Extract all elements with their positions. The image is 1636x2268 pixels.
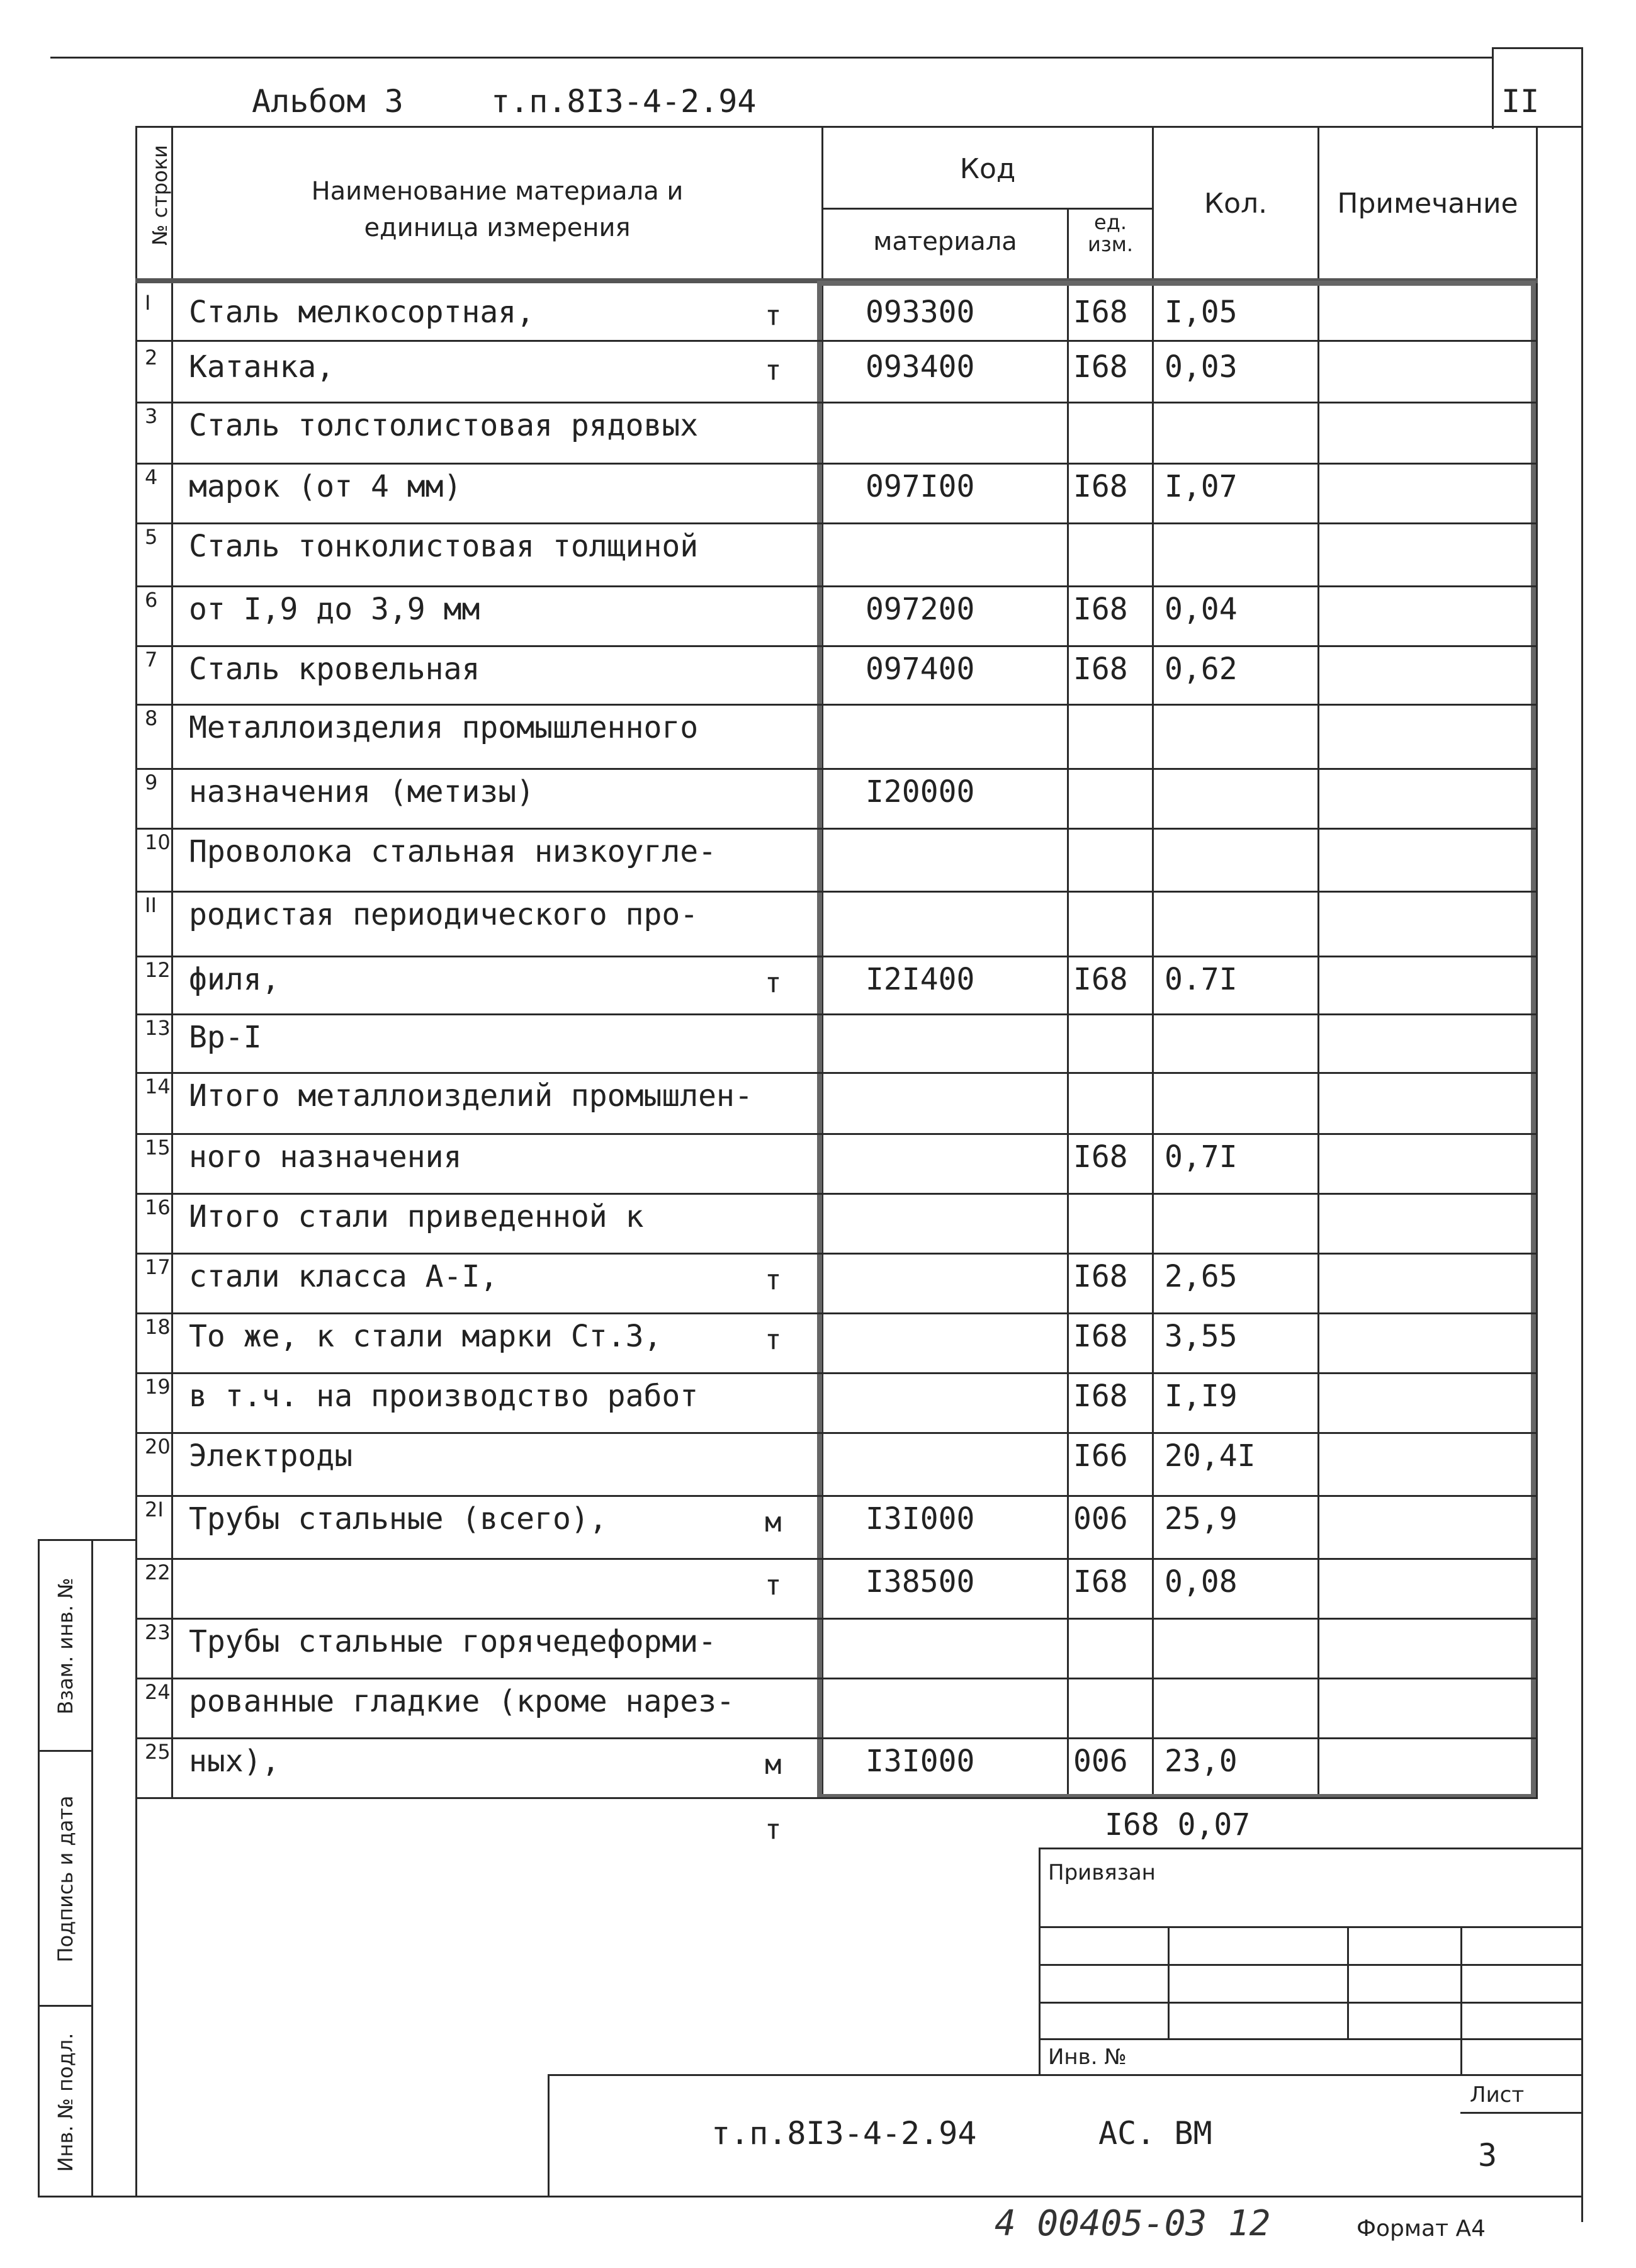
row-quantity: 25,9 <box>1165 1501 1238 1537</box>
row-unit-code: I68 <box>1073 1379 1128 1414</box>
page-box-left <box>1492 47 1494 129</box>
side-strip-left <box>38 1539 40 2197</box>
row-quantity: 3,55 <box>1165 1319 1238 1354</box>
sheet-divider <box>1460 2112 1583 2114</box>
row-unit-code: I66 <box>1073 1438 1128 1474</box>
row-name: Сталь тонколистовая толщиной <box>189 529 699 564</box>
row-line-name <box>173 1558 821 1560</box>
row-number: 7 <box>145 648 158 672</box>
row-number: 16 <box>145 1195 171 1219</box>
row-number: 9 <box>145 770 158 794</box>
row-line-data <box>821 1737 1536 1739</box>
extra-row-value: I68 0,07 <box>1105 1807 1251 1842</box>
row-line-name <box>173 522 821 524</box>
format-label: Формат А4 <box>1357 2216 1486 2242</box>
stamp-line4 <box>1039 2038 1583 2040</box>
row-line-name <box>173 585 821 587</box>
row-quantity: I,05 <box>1165 295 1238 330</box>
row-line-data <box>821 585 1536 587</box>
row-number: 12 <box>145 958 171 982</box>
row-line-data <box>821 1072 1536 1074</box>
header-code: Код <box>959 153 1016 185</box>
row-name: Катанка, <box>189 349 335 385</box>
row-line-name <box>173 1618 821 1620</box>
header-name-line1: Наименование материала и <box>311 177 684 206</box>
row-number: 15 <box>145 1136 171 1159</box>
row-unit-code: I68 <box>1073 469 1128 504</box>
side-strip-div2 <box>38 2005 93 2007</box>
row-name: родистая периодического про- <box>189 897 699 932</box>
row-line-name <box>173 768 821 770</box>
row-unit-code: I68 <box>1073 1319 1128 1354</box>
header-code-unit-2: изм. <box>1087 232 1134 256</box>
stamp-left <box>1039 1848 1041 2074</box>
row-line-data <box>821 340 1536 342</box>
row-line-name <box>173 1678 821 1679</box>
row-line-data <box>821 1618 1536 1620</box>
header-name-line2: единица измерения <box>364 213 631 242</box>
frame-right <box>1581 47 1583 2222</box>
row-line-data <box>821 1253 1536 1255</box>
row-line <box>135 645 173 647</box>
row-name: рованные гладкие (кроме нарез- <box>189 1684 735 1719</box>
row-line-name <box>173 1013 821 1015</box>
row-line-data <box>821 1432 1536 1434</box>
row-material-code: I20000 <box>866 774 975 810</box>
stamp-line1 <box>1039 1926 1583 1928</box>
row-name: Трубы стальные (всего), <box>189 1501 607 1537</box>
row-unit-code: I68 <box>1073 1259 1128 1294</box>
row-quantity: 0,08 <box>1165 1564 1238 1599</box>
row-material-code: I2I400 <box>866 962 975 997</box>
row-line-data <box>821 1013 1536 1015</box>
header-row-number: № строки <box>148 145 172 245</box>
handwritten-note: 4 00405-03 12 <box>995 2203 1271 2244</box>
row-number: 17 <box>145 1255 171 1279</box>
row-line-data <box>821 463 1536 465</box>
row-name: стали класса А-I, <box>189 1259 499 1294</box>
row-name: Сталь кровельная <box>189 652 480 687</box>
row-line-name <box>173 1253 821 1255</box>
col-line-rowno <box>171 126 173 1797</box>
row-quantity: 2,65 <box>1165 1259 1238 1294</box>
col-line-note <box>1536 126 1538 1797</box>
row-name: Проволока стальная низкоугле- <box>189 834 717 869</box>
row-line-data <box>821 891 1536 893</box>
row-line <box>135 1558 173 1560</box>
row-line <box>135 956 173 957</box>
row-number: 6 <box>145 588 158 612</box>
row-material-code: 097200 <box>866 592 975 627</box>
row-number: 20 <box>145 1435 171 1458</box>
header-quantity: Кол. <box>1204 188 1268 220</box>
row-name: Итого металлоизделий промышлен- <box>189 1078 753 1114</box>
row-unit-code: I68 <box>1073 1139 1128 1175</box>
title-doc-code: т.п.8I3-4-2.94 <box>711 2115 977 2152</box>
row-number: 25 <box>145 1740 171 1764</box>
sheet-label: Лист <box>1470 2082 1525 2107</box>
row-line-data <box>821 1312 1536 1314</box>
row-unit: м <box>765 1749 782 1781</box>
row-name: Электроды <box>189 1438 353 1474</box>
header-top-line <box>135 126 1583 128</box>
table-bottom-line <box>135 1797 1538 1799</box>
row-name: Металлоизделия промышленного <box>189 710 699 745</box>
row-unit-code: I68 <box>1073 962 1128 997</box>
row-name: Итого стали приведенной к <box>189 1199 644 1234</box>
row-name: То же, к стали марки Ст.3, <box>189 1319 662 1354</box>
row-line-data <box>821 1678 1536 1679</box>
row-name: Трубы стальные горячедеформи- <box>189 1624 717 1659</box>
stamp-line3 <box>1039 2002 1583 2004</box>
row-unit-code: I68 <box>1073 592 1128 627</box>
extra-row-unit: т <box>765 1814 782 1846</box>
row-line-name <box>173 645 821 647</box>
row-line <box>135 585 173 587</box>
row-unit: т <box>765 1569 782 1601</box>
row-name: от I,9 до 3,9 мм <box>189 592 480 627</box>
row-line-data <box>821 956 1536 957</box>
row-unit: т <box>765 1264 782 1296</box>
row-unit-code: I68 <box>1073 295 1128 330</box>
row-line <box>135 463 173 465</box>
row-number: 8 <box>145 706 158 730</box>
side-strip-bottom <box>38 2196 137 2197</box>
row-line-name <box>173 1495 821 1497</box>
row-line-data <box>821 768 1536 770</box>
row-name: Сталь мелкосортная, <box>189 295 535 330</box>
row-material-code: I38500 <box>866 1564 975 1599</box>
row-name: ных), <box>189 1744 280 1779</box>
row-line-name <box>173 402 821 403</box>
row-line-name <box>173 1193 821 1195</box>
row-line-data <box>821 1133 1536 1135</box>
top-rule <box>50 57 1492 59</box>
row-line <box>135 1372 173 1374</box>
row-material-code: 093400 <box>866 349 975 385</box>
row-quantity: I,07 <box>1165 469 1238 504</box>
row-quantity: 0.7I <box>1165 962 1238 997</box>
row-unit: т <box>765 354 782 386</box>
row-line <box>135 1253 173 1255</box>
row-line <box>135 1013 173 1015</box>
title-block-top <box>548 2074 1583 2076</box>
stamp-vline3 <box>1460 1926 1462 2074</box>
row-line <box>135 1737 173 1739</box>
row-number: 2I <box>145 1498 164 1521</box>
row-material-code: 097I00 <box>866 469 975 504</box>
row-unit-code: I68 <box>1073 1564 1128 1599</box>
row-number: 23 <box>145 1620 171 1644</box>
stamp-vline1 <box>1168 1926 1170 2038</box>
row-material-code: 093300 <box>866 295 975 330</box>
side-label-inv: Инв. № подл. <box>54 2033 77 2172</box>
page-box-top <box>1492 47 1583 49</box>
sheet-number: 3 <box>1478 2137 1498 2174</box>
header-code-unit-1: ед. <box>1094 210 1127 234</box>
row-number: I <box>145 291 151 315</box>
row-line-data <box>821 1193 1536 1195</box>
row-name: в т.ч. на производство работ <box>189 1379 699 1414</box>
album-label: Альбом 3 <box>252 83 403 120</box>
row-material-code: I3I000 <box>866 1744 975 1779</box>
row-line-name <box>173 1372 821 1374</box>
stamp-inv-no: Инв. № <box>1048 2045 1127 2070</box>
row-unit: т <box>765 967 782 999</box>
row-unit-code: I68 <box>1073 652 1128 687</box>
row-line <box>135 891 173 893</box>
side-strip-top <box>38 1539 137 1541</box>
row-quantity: 20,4I <box>1165 1438 1256 1474</box>
row-number: 19 <box>145 1375 171 1399</box>
doc-code: т.п.8I3-4-2.94 <box>491 83 757 120</box>
row-line <box>135 1678 173 1679</box>
row-line-name <box>173 828 821 830</box>
row-line-name <box>173 1072 821 1074</box>
row-line-name <box>173 463 821 465</box>
row-unit: т <box>765 300 782 332</box>
row-line <box>135 768 173 770</box>
side-label-sign: Подпись и дата <box>54 1795 77 1963</box>
title-block-left <box>548 2074 550 2197</box>
row-line <box>135 1618 173 1620</box>
row-line-name <box>173 1133 821 1135</box>
row-line-name <box>173 1737 821 1739</box>
row-name: ного назначения <box>189 1139 462 1175</box>
row-number: 2 <box>145 346 158 370</box>
row-unit: т <box>765 1324 782 1356</box>
row-quantity: 0,04 <box>1165 592 1238 627</box>
row-unit: м <box>765 1506 782 1538</box>
row-number: 14 <box>145 1075 171 1098</box>
row-line-name <box>173 1432 821 1434</box>
row-number: 10 <box>145 830 171 854</box>
row-material-code: I3I000 <box>866 1501 975 1537</box>
row-line-data <box>821 522 1536 524</box>
row-line <box>135 704 173 706</box>
row-name: Вр-I <box>189 1020 262 1055</box>
row-name: марок (от 4 мм) <box>189 469 462 504</box>
frame-bottom <box>135 2196 1583 2197</box>
row-line-name <box>173 340 821 342</box>
row-name: Сталь толстолистовая рядовых <box>189 408 699 443</box>
side-strip-middle <box>91 1539 93 2197</box>
row-line-data <box>821 704 1536 706</box>
row-line <box>135 1072 173 1074</box>
row-unit-code: 006 <box>1073 1501 1128 1537</box>
row-quantity: 0,7I <box>1165 1139 1238 1175</box>
row-number: 18 <box>145 1315 171 1339</box>
row-quantity: 0,62 <box>1165 652 1238 687</box>
row-name: назначения (метизы) <box>189 774 535 810</box>
side-label-vzam: Взам. инв. № <box>54 1577 77 1715</box>
code-subheader-line <box>821 208 1152 210</box>
row-name: филя, <box>189 962 280 997</box>
row-line-data <box>821 1495 1536 1497</box>
stamp-vline2 <box>1347 1926 1349 2038</box>
row-quantity: I,I9 <box>1165 1379 1238 1414</box>
row-line <box>135 1495 173 1497</box>
row-number: 5 <box>145 525 158 549</box>
row-material-code: 097400 <box>866 652 975 687</box>
row-line-data <box>821 1558 1536 1560</box>
row-line-name <box>173 956 821 957</box>
row-number: 3 <box>145 404 158 428</box>
row-unit-code: I68 <box>1073 349 1128 385</box>
row-number: II <box>145 893 157 917</box>
frame-left <box>135 126 137 2197</box>
row-line <box>135 1312 173 1314</box>
row-line <box>135 1432 173 1434</box>
row-line-data <box>821 402 1536 403</box>
row-number: 4 <box>145 465 158 489</box>
header-code-material: материала <box>873 227 1017 256</box>
row-quantity: 23,0 <box>1165 1744 1238 1779</box>
stamp-top <box>1039 1848 1583 1849</box>
row-line <box>135 340 173 342</box>
row-unit-code: 006 <box>1073 1744 1128 1779</box>
row-line <box>135 522 173 524</box>
stamp-line2 <box>1039 1964 1583 1966</box>
row-line <box>135 402 173 403</box>
row-number: 22 <box>145 1560 171 1584</box>
row-line-data <box>821 645 1536 647</box>
row-line-data <box>821 828 1536 830</box>
row-line <box>135 1133 173 1135</box>
row-line <box>135 828 173 830</box>
row-quantity: 0,03 <box>1165 349 1238 385</box>
stamp-tied: Привязан <box>1048 1860 1156 1885</box>
row-line-name <box>173 704 821 706</box>
row-number: 24 <box>145 1680 171 1704</box>
row-line-name <box>173 891 821 893</box>
header-note: Примечание <box>1337 188 1518 220</box>
page-number: II <box>1501 83 1540 120</box>
row-number: 13 <box>145 1016 171 1040</box>
row-line-data <box>821 1372 1536 1374</box>
row-line-name <box>173 1312 821 1314</box>
title-mark: АС. ВМ <box>1098 2115 1212 2152</box>
side-strip-div1 <box>38 1750 93 1752</box>
row-line <box>135 1193 173 1195</box>
